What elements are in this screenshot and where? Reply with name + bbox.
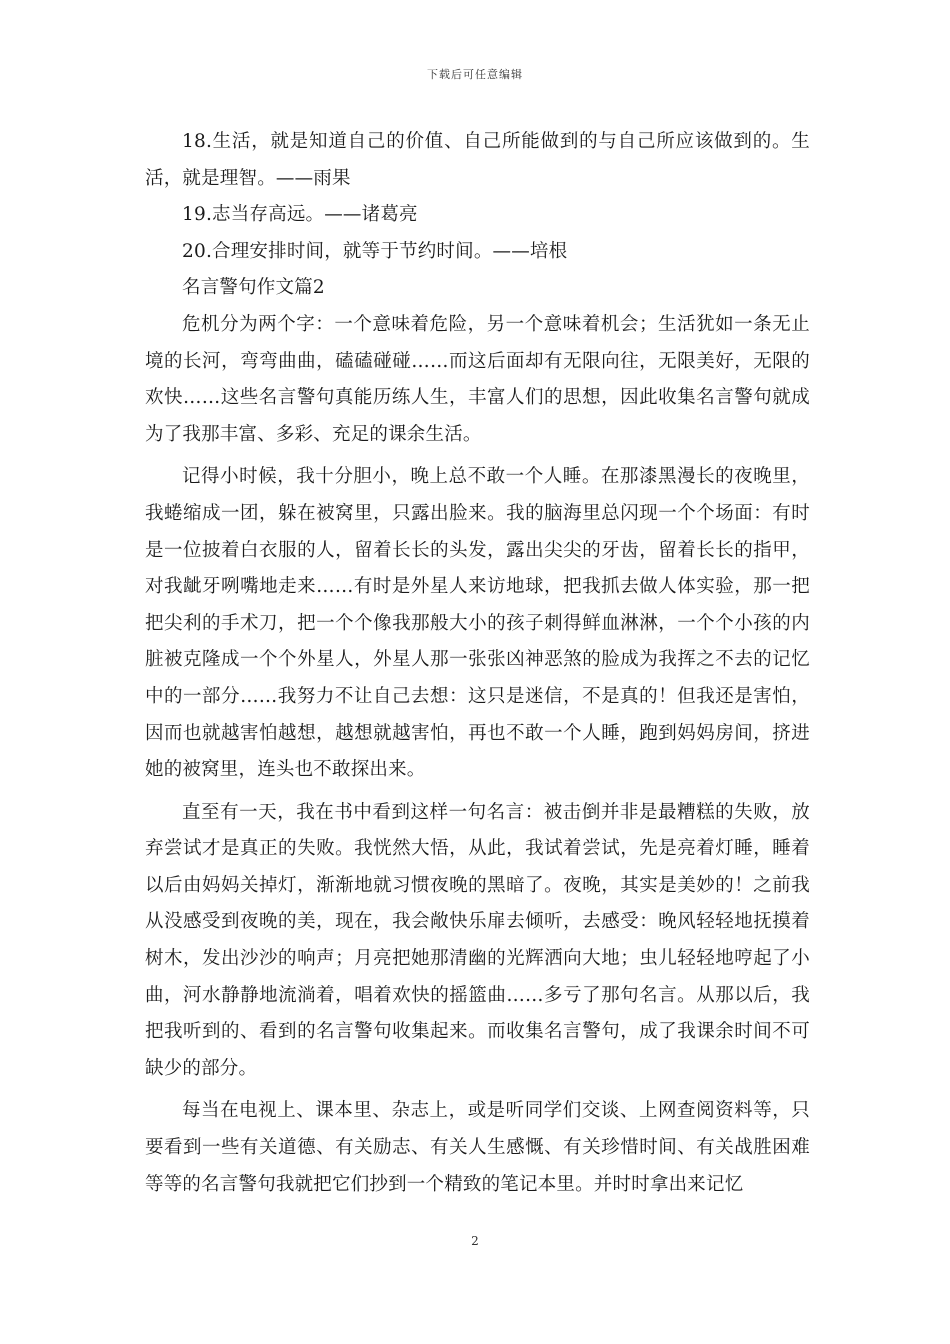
- paragraph-turning-point: 直至有一天，我在书中看到这样一句名言：被击倒并非是最糟糕的失败，放弃尝试才是真正的失败。我恍然大悟，从此，我试着尝试，先是亮着灯睡，睡着以后由妈妈关掉灯，渐渐地就习惯夜晚的黑暗了。夜晚，其实是美妙的！之前我从没感受到夜晚的美，现在，我会敞快乐扉去倾听，去感受：晚风轻轻地抚摸着树木，发出沙沙的响声；月亮把她那清幽的光辉洒向大地；虫儿轻轻地哼起了小曲，河水静静地流淌着，唱着欢快的摇篮曲……多亏了那句名言。从那以后，我把我听到的、看到的名言警句收集起来。而收集名言警句，成了我课余时间不可缺少的部分。: [145, 801, 810, 1079]
- paragraph-quote-19: 19.志当存高远。——诸葛亮: [182, 204, 418, 226]
- page-number: 2: [471, 1234, 479, 1248]
- section-title: 名言警句作文篇2: [182, 277, 325, 299]
- document-body: [145, 124, 810, 1203]
- paragraph-childhood: 记得小时候，我十分胆小，晚上总不敢一个人睡。在那漆黑漫长的夜晚里，我蜷缩成一团，躲在被窝里，只露出脸来。我的脑海里总闪现一个个场面：有时是一位披着白衣服的人，留着长长的头发，露出尖尖的牙齿，留着长长的指甲，对我龇牙咧嘴地走来……有时是外星人来访地球，把我抓去做人体实验，那一把把尖利的手术刀，把一个个像我那般大小的孩子刺得鲜血淋淋，一个个小孩的内脏被克隆成一个个外星人，外星人那一张张凶神恶煞的脸成为我挥之不去的记忆中的一部分……我努力不让自己去想：这只是迷信，不是真的！但我还是害怕，因而也就越害怕越想，越想就越害怕，再也不敢一个人睡，跑到妈妈房间，挤进她的被窝里，连头也不敢探出来。: [145, 466, 810, 781]
- paragraph-intro: 危机分为两个字：一个意味着危险，另一个意味着机会；生活犹如一条无止境的长河，弯弯曲曲，磕磕碰碰……而这后面却有无限向往，无限美好，无限的欢快……这些名言警句真能历练人生，丰富人们的思想，因此收集名言警句就成为了我那丰富、多彩、充足的课余生活。: [145, 313, 810, 445]
- paragraph-quote-20: 20.合理安排时间，就等于节约时间。——培根: [182, 240, 568, 262]
- page-header: 下载后可任意编辑: [427, 68, 523, 81]
- paragraph-collecting: 每当在电视上、课本里、杂志上，或是听同学们交谈、上网查阅资料等，只要看到一些有关道德、有关励志、有关人生感慨、有关珍惜时间、有关战胜困难等等的名言警句我就把它们抄到一个精致的笔记本里。并时时拿出来记忆: [145, 1100, 810, 1195]
- paragraph-quote-18: 18.生活，就是知道自己的价值、自己所能做到的与自己所应该做到的。生活，就是理智。——雨果: [145, 131, 810, 189]
